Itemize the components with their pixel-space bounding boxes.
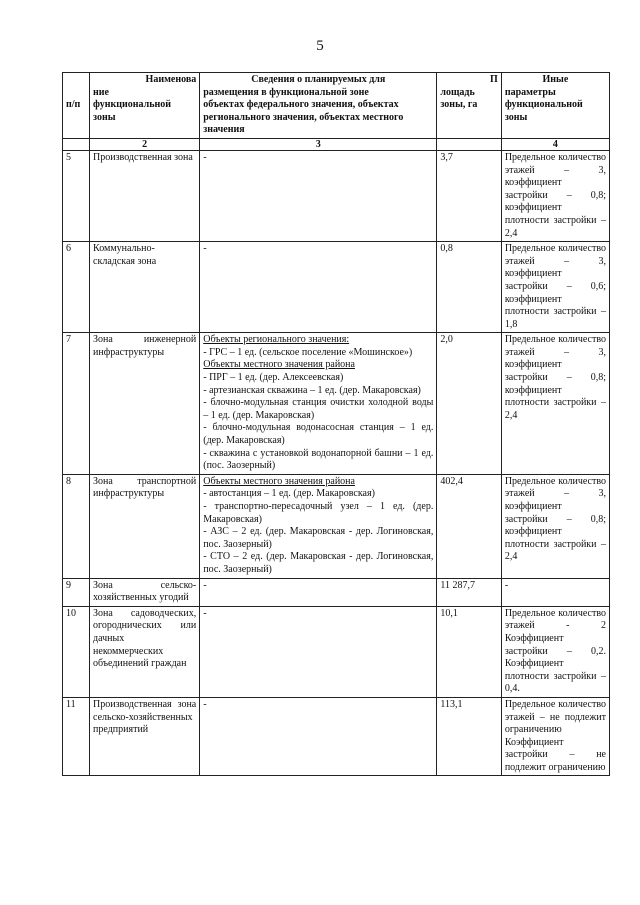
- table-header-row: [63, 73, 610, 139]
- objects-category-heading: Объекты местного значения района: [203, 359, 355, 371]
- table-body: [63, 150, 610, 776]
- column-number: [63, 138, 90, 150]
- table-row: [63, 333, 610, 475]
- object-item: - автостанция – 1 ед. (дер. Макаровская): [203, 488, 375, 500]
- header-zone-line: Наименова: [145, 74, 197, 85]
- table-row: [63, 242, 610, 333]
- header-objects-line: размещения в функциональной зоне: [203, 86, 369, 98]
- planned-objects-cell: [200, 606, 437, 697]
- header-objects-line: регионального значения, объектах местного: [203, 111, 404, 123]
- column-number: 2: [90, 138, 200, 150]
- header-objects: [200, 73, 437, 139]
- row-number-cell: 7: [63, 333, 90, 475]
- header-area-line: лощадь: [440, 86, 475, 98]
- header-params: [501, 73, 609, 139]
- object-item: -: [203, 698, 207, 710]
- zone-parameters-cell: Предельное количество этажей – 3, коэффициент застройки – 0,6; коэффициент плотности застройки – 1,8: [501, 242, 609, 333]
- zone-parameters-cell: Предельное количество этажей – 3, коэффициент застройки – 0,8; коэффициент плотности застройки – 2,4: [501, 474, 609, 578]
- object-item: - ПРГ – 1 ед. (дер. Алексеевская): [203, 372, 344, 384]
- header-num-label: п/п: [66, 99, 81, 111]
- header-objects-line: значения: [203, 124, 245, 136]
- header-params-line: функциональной: [504, 99, 583, 111]
- object-item: -: [203, 607, 207, 619]
- object-item: - ГРС – 1 ед. (сельское поселение «Мошинское»): [203, 346, 413, 358]
- object-item: - артезианская скважина – 1 ед. (дер. Макаровская): [203, 384, 421, 396]
- table-row: [63, 474, 610, 578]
- header-zone-line: ние: [93, 86, 109, 98]
- header-objects-line: объектах федерального значения, объектах: [203, 99, 399, 111]
- planned-objects-cell: [200, 697, 437, 776]
- table-row: [63, 150, 610, 241]
- column-number: 3: [200, 138, 437, 150]
- column-number: 4: [501, 138, 609, 150]
- header-objects-line: Сведения о планируемых для: [251, 74, 386, 85]
- objects-category-heading: Объекты регионального значения:: [203, 334, 350, 346]
- zone-area-cell: 10,1: [437, 606, 501, 697]
- object-item: -: [203, 243, 207, 255]
- row-number-cell: 10: [63, 606, 90, 697]
- object-item: - скважина с установкой водонапорной башни – 1 ед. (пос. Заозерный): [203, 447, 434, 472]
- header-zone-line: зоны: [93, 111, 116, 123]
- zone-area-cell: 2,0: [437, 333, 501, 475]
- row-number-cell: 6: [63, 242, 90, 333]
- planned-objects-cell: [200, 150, 437, 241]
- object-item: - блочно-модульная станция очистки холодной воды – 1 ед. (дер. Макаровская): [203, 397, 434, 421]
- zone-name-cell: Производственная зона: [90, 150, 200, 241]
- row-number-cell: 9: [63, 578, 90, 606]
- zone-area-cell: 402,4: [437, 474, 501, 578]
- row-number-cell: 5: [63, 150, 90, 241]
- column-number-row: [63, 138, 610, 150]
- header-area-line: зоны, га: [440, 99, 478, 111]
- zone-name-cell: Зона сельско-хозяйственных угодий: [90, 578, 200, 606]
- object-item: - транспортно-пересадочный узел – 1 ед. (дер. Макаровская): [203, 501, 434, 525]
- object-item: - блочно-модульная водонасосная станция – 1 ед. (дер. Макаровская): [203, 422, 434, 447]
- object-item: -: [203, 579, 207, 591]
- object-item: - АЗС – 2 ед. (дер. Макаровская - дер. Логиновская, пос. Заозерный): [203, 526, 434, 550]
- planned-objects-cell: [200, 474, 437, 578]
- header-zone-name: [90, 73, 200, 139]
- page-number: 5: [316, 38, 324, 54]
- zones-table: [62, 72, 610, 776]
- zone-name-cell: Производственная зона сельско-хозяйственных предприятий: [90, 697, 200, 776]
- header-area-line: П: [490, 74, 498, 85]
- object-item: - СТО – 2 ед. (дер. Макаровская - дер. Логиновская, пос. Заозерный): [203, 551, 434, 575]
- zone-name-cell: Коммунально-складская зона: [90, 242, 200, 333]
- header-params-line: параметры: [504, 86, 556, 98]
- zone-name-cell: Зона инженерной инфраструктуры: [90, 333, 200, 475]
- column-number: [437, 138, 501, 150]
- zone-area-cell: 113,1: [437, 697, 501, 776]
- objects-category-heading: Объекты местного значения района: [203, 475, 355, 487]
- zone-name-cell: Зона садоводческих, огороднических или дачных некоммерческих объединений граждан: [90, 606, 200, 697]
- header-params-line: Иные: [542, 74, 569, 85]
- table-row: [63, 578, 610, 606]
- zone-parameters-cell: Предельное количество этажей – 3, коэффициент застройки – 0,8; коэффициент плотности застройки – 2,4: [501, 150, 609, 241]
- zone-area-cell: 0,8: [437, 242, 501, 333]
- planned-objects-cell: [200, 242, 437, 333]
- header-num: [63, 73, 90, 139]
- zone-area-cell: 3,7: [437, 150, 501, 241]
- header-zone-line: функциональной: [93, 99, 172, 111]
- row-number-cell: 8: [63, 474, 90, 578]
- zone-name-cell: Зона транспортной инфраструктуры: [90, 474, 200, 578]
- zone-parameters-cell: Предельное количество этажей – 3, коэффициент застройки – 0,8; коэффициент плотности застройки – 2,4: [501, 333, 609, 475]
- row-number-cell: 11: [63, 697, 90, 776]
- zone-parameters-cell: -: [501, 578, 609, 606]
- zone-parameters-cell: Предельное количество этажей - 2 Коэффициент застройки – 0,2. Коэффициент плотности застройки – 0,4.: [501, 606, 609, 697]
- table-row: [63, 606, 610, 697]
- planned-objects-cell: [200, 333, 437, 475]
- table-row: [63, 697, 610, 776]
- zone-parameters-cell: Предельное количество этажей – не подлежит ограничению Коэффициент застройки – не подлежит ограничению: [501, 697, 609, 776]
- header-area: [437, 73, 501, 139]
- zone-area-cell: 11 287,7: [437, 578, 501, 606]
- object-item: -: [203, 151, 207, 163]
- planned-objects-cell: [200, 578, 437, 606]
- header-params-line: зоны: [504, 111, 528, 123]
